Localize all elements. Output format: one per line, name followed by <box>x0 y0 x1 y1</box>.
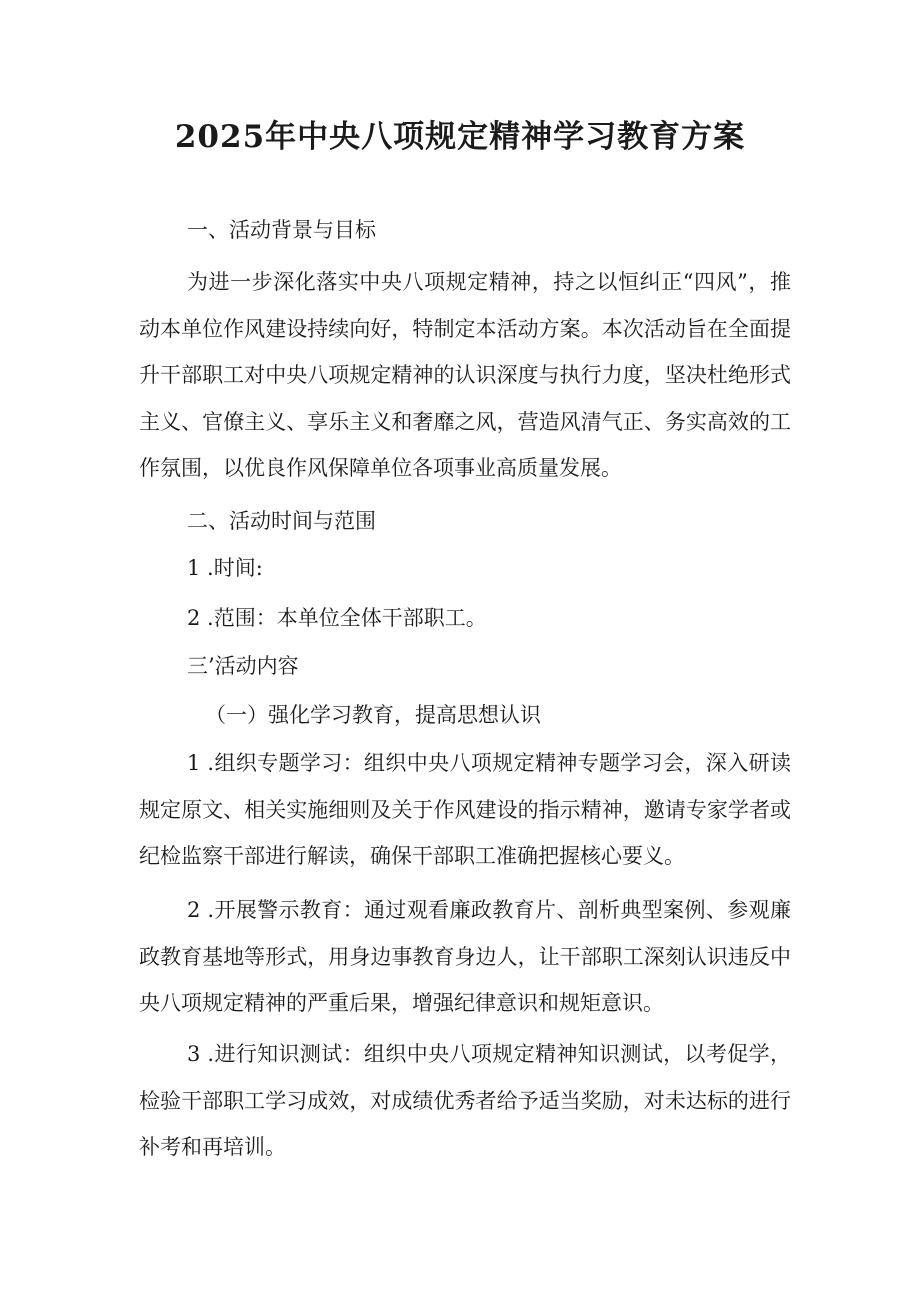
scope-item: 2 .范围：本单位全体干部职工。 <box>187 606 487 630</box>
time-item: 1 .时间: <box>187 556 263 580</box>
section-heading-time-scope: 二、活动时间与范围 <box>187 509 376 533</box>
content-item-knowledge-test: 3 .进行知识测试：组织中央八项规定精神知识测试，以考促学，检验干部职工学习成效，对成绩优秀者给予适当奖励，对未达标的进行补考和再培训。 <box>139 1042 791 1159</box>
background-paragraph: 为进一步深化落实中央八项规定精神，持之以恒纠正“四风”，推动本单位作风建设持续向好，特制定本活动方案。本次活动旨在全面提升干部职工对中央八项规定精神的认识深度与执行力度，坚决杜绝形式主义、官僚主义、享乐主义和奢靡之风，营造风清气正、务实高效的工作氛围，以优良作风保障单位各项事业高质量发展。 <box>139 270 791 480</box>
content-item-warning-education: 2 .开展警示教育：通过观看廉政教育片、剖析典型案例、参观廉政教育基地等形式，用身边事教育身边人，让干部职工深刻认识违反中央八项规定精神的严重后果，增强纪律意识和规矩意识。 <box>139 898 791 1015</box>
content-item-special-study: 1 .组织专题学习：组织中央八项规定精神专题学习会，深入研读规定原文、相关实施细则及关于作风建设的指示精神，邀请专家学者或纪检监察干部进行解读，确保干部职工准确把握核心要义。 <box>139 751 791 868</box>
section-heading-background: 一、活动背景与目标 <box>187 218 376 242</box>
document-title: 2025年中央八项规定精神学习教育方案 <box>174 119 746 155</box>
subsection-heading-study: （一）强化学习教育，提高思想认识 <box>205 703 541 727</box>
section-heading-content: 三’活动内容 <box>187 654 299 678</box>
